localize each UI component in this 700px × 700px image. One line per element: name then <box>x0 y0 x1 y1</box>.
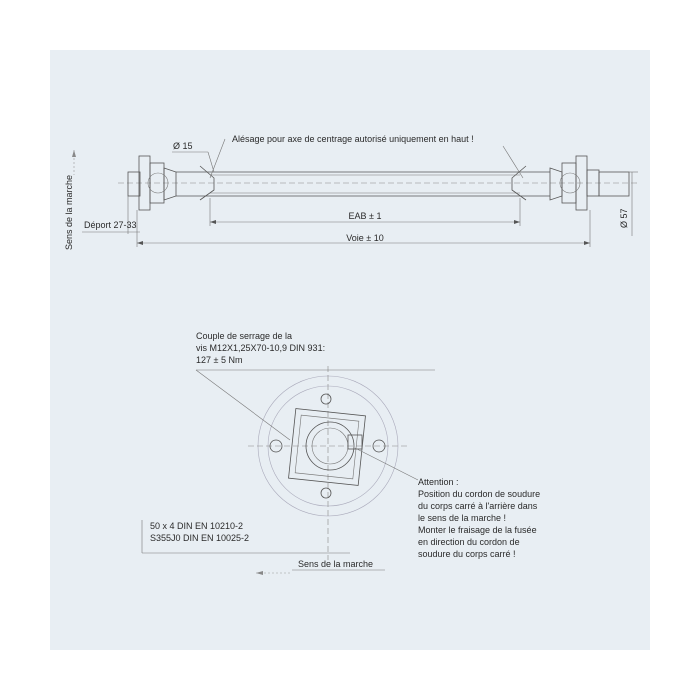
axle-top-view <box>64 134 640 250</box>
attention-line-2: Position du cordon de soudure <box>418 489 541 499</box>
dia-57-label: Ø 57 <box>619 208 629 228</box>
tube-spec-line-2: S355J0 DIN EN 10025-2 <box>150 533 250 543</box>
torque-line-1: Couple de serrage de la <box>196 331 293 341</box>
torque-line-2: vis M12X1,25X70-10,9 DIN 931: <box>196 343 326 353</box>
attention-line-5: Monter le fraisage de la fusée <box>418 525 537 535</box>
travel-direction-horizontal: Sens de la marche <box>298 559 374 569</box>
torque-line-3: 127 ± 5 Nm <box>196 355 243 365</box>
bore-note: Alésage pour axe de centrage autorisé uniquement en haut ! <box>232 134 474 144</box>
hub-section-view <box>142 331 540 575</box>
travel-direction-vertical: Sens de la marche <box>64 174 74 250</box>
attention-line-1: Attention : <box>418 477 459 487</box>
attention-line-4: le sens de la marche ! <box>418 513 507 523</box>
tube-spec-line-1: 50 x 4 DIN EN 10210-2 <box>150 521 244 531</box>
attention-line-7: soudure du corps carré ! <box>418 549 516 559</box>
eab-label: EAB ± 1 <box>348 211 382 221</box>
attention-line-6: en direction du cordon de <box>418 537 520 547</box>
dia-15-label: Ø 15 <box>173 141 193 151</box>
offset-label: Déport 27-33 <box>84 220 137 230</box>
track-label: Voie ± 10 <box>346 233 384 243</box>
attention-line-3: du corps carré à l'arrière dans <box>418 501 538 511</box>
